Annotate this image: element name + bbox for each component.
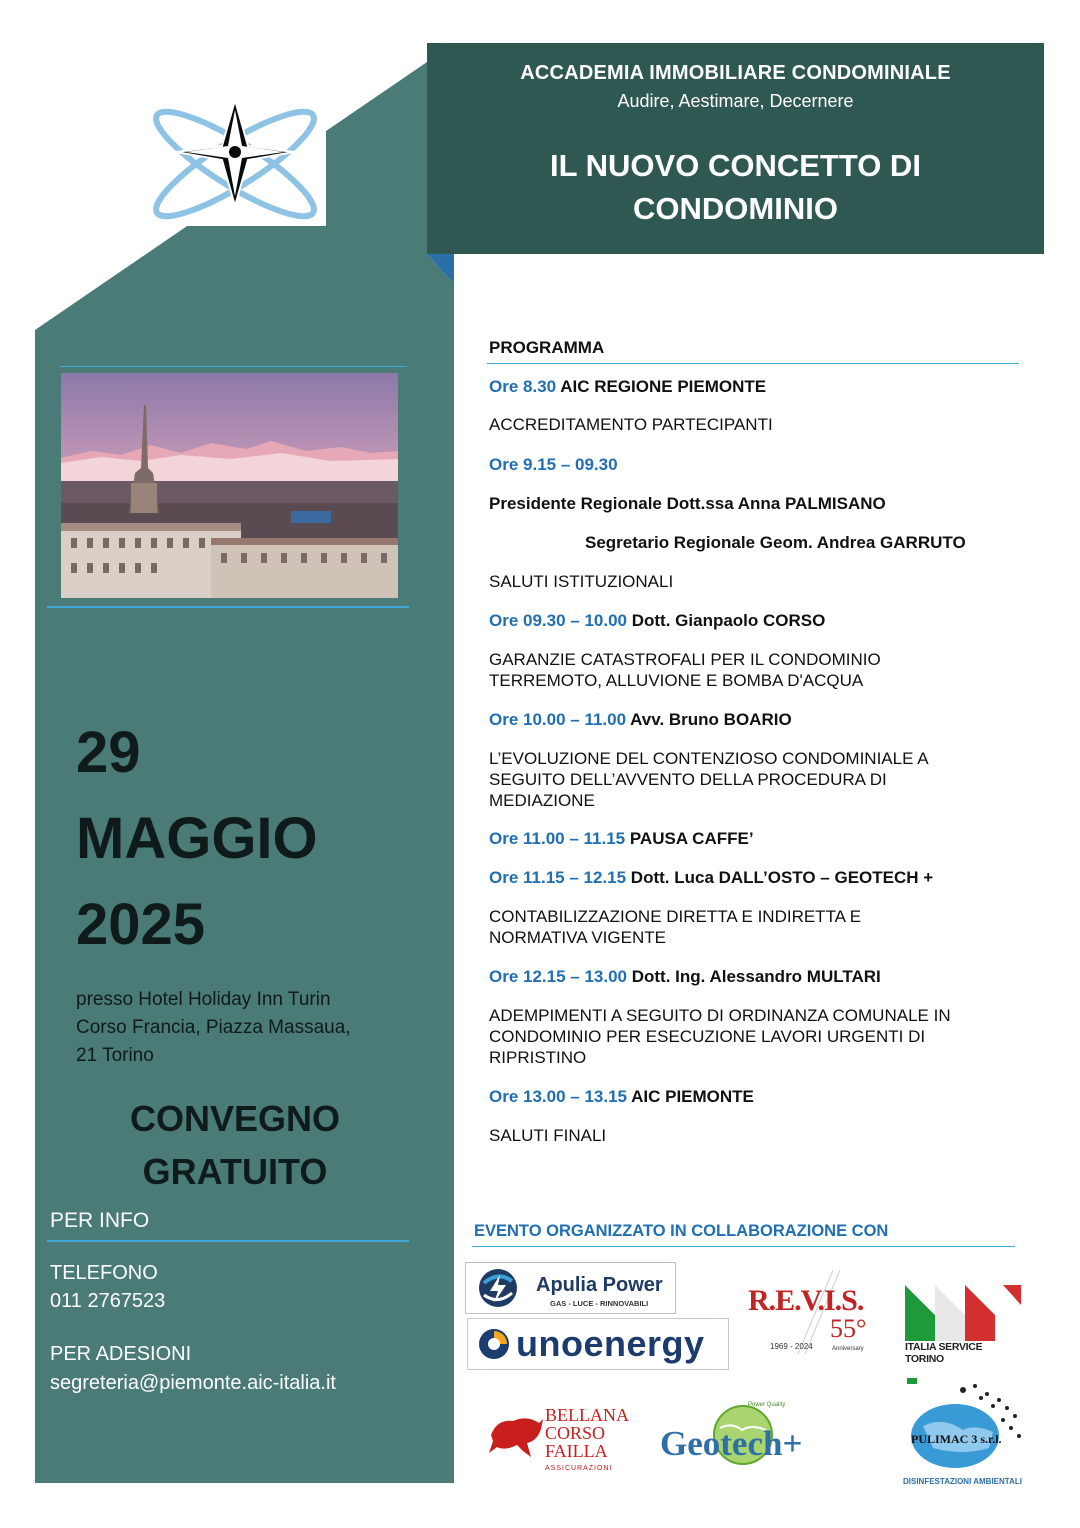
program-item-6: Ore 09.30 – 10.00 Dott. Gianpaolo CORSO xyxy=(489,611,826,630)
photo-bottom-rule xyxy=(47,606,409,608)
program-item-14: ADEMPIMENTI A SEGUITO DI ORDINANZA COMUNALE IN CONDOMINIO PER ESECUZIONE LAVORI URGENTI DI RIPRISTINO xyxy=(489,1006,951,1067)
turin-photo xyxy=(61,373,398,598)
bellana-line2: CORSO xyxy=(545,1423,606,1443)
collab-rule xyxy=(472,1246,1015,1247)
geotech-tag: Power Quality xyxy=(748,1402,786,1408)
italia-flag-icon xyxy=(905,1285,1023,1341)
unoenergy-icon xyxy=(478,1328,510,1360)
unoenergy-name: unoenergy xyxy=(516,1323,705,1364)
program-heading: PROGRAMMA xyxy=(489,338,605,357)
program-item-16: SALUTI FINALI xyxy=(489,1126,607,1145)
venue-line1: presso Hotel Holiday Inn Turin xyxy=(76,989,331,1010)
program-item-5: SALUTI ISTITUZIONALI xyxy=(489,572,674,591)
bellana-line1: BELLANA xyxy=(545,1405,629,1425)
photo-top-rule xyxy=(60,366,407,367)
italia-service-logo xyxy=(905,1285,1023,1365)
free-line1: CONVEGNO xyxy=(129,1098,341,1139)
venue xyxy=(76,986,351,1070)
free-line2: GRATUITO xyxy=(142,1151,328,1192)
program-item-15: Ore 13.00 – 13.15 AIC PIEMONTE xyxy=(489,1087,754,1106)
info-title: PER INFO xyxy=(50,1209,150,1232)
program-item-8: Ore 10.00 – 11.00 Avv. Bruno BOARIO xyxy=(489,710,792,729)
email-link[interactable]: segreteria@piemonte.aic-italia.it xyxy=(50,1372,336,1394)
event-month: MAGGIO xyxy=(76,806,318,871)
bellana-logo xyxy=(487,1405,637,1475)
bellana-line4: ASSICURAZIONI xyxy=(545,1465,613,1472)
program-item-12: CONTABILIZZAZIONE DIRETTA E INDIRETTA E NORMATIVA VIGENTE xyxy=(489,907,862,947)
apulia-power-logo xyxy=(465,1262,676,1314)
revis-years: 1969 - 2024 xyxy=(770,1342,813,1351)
revis-55: 55° xyxy=(830,1314,867,1343)
collab-heading: EVENTO ORGANIZZATO IN COLLABORAZIONE CON xyxy=(474,1222,889,1240)
apulia-power-icon xyxy=(476,1267,520,1309)
revis-logo xyxy=(748,1270,888,1360)
program-item-13: Ore 12.15 – 13.00 Dott. Ing. Alessandro MULTARI xyxy=(489,967,881,986)
program-item-3: Presidente Regionale Dott.ssa Anna PALMISANO xyxy=(489,494,886,513)
program-item-11: Ore 11.15 – 12.15 Dott. Luca DALL’OSTO – GEOTECH + xyxy=(489,868,934,887)
apulia-power-name: Apulia Power xyxy=(536,1274,663,1296)
event-year: 2025 xyxy=(76,892,206,957)
program-item-9: L’EVOLUZIONE DEL CONTENZIOSO CONDOMINIALE A SEGUITO DELL’AVVENTO DELLA PROCEDURA DI MEDIAZIONE xyxy=(489,749,929,810)
program-item-7: GARANZIE CATASTROFALI PER IL CONDOMINIO TERREMOTO, ALLUVIONE E BOMBA D'ACQUA xyxy=(489,650,881,690)
event-day: 29 xyxy=(76,720,141,785)
join-label: PER ADESIONI xyxy=(50,1343,192,1365)
phone-label: TELEFONO xyxy=(50,1262,158,1284)
pulimac-tag: DISINFESTAZIONI AMBIENTALI xyxy=(903,1477,1022,1486)
motto: Audire, Aestimare, Decernere xyxy=(617,91,854,111)
event-date xyxy=(76,710,318,968)
academy-logo-icon xyxy=(144,98,326,226)
program-item-1: ACCREDITAMENTO PARTECIPANTI xyxy=(489,415,773,434)
unoenergy-logo xyxy=(467,1318,729,1370)
geotech-name: Geotech+ xyxy=(660,1424,803,1463)
program-item-0: Ore 8.30 AIC REGIONE PIEMONTE xyxy=(489,377,767,396)
event-title-line1: IL NUOVO CONCETTO DI xyxy=(550,148,921,183)
program-item-2: Ore 9.15 – 09.30 xyxy=(489,455,618,474)
header-box xyxy=(427,43,1044,254)
free-event-label xyxy=(100,1092,370,1198)
bellana-line3: FAILLA xyxy=(545,1441,608,1461)
info-rule xyxy=(47,1240,409,1242)
program-item-10: Ore 11.00 – 11.15 PAUSA CAFFE’ xyxy=(489,829,754,848)
venue-line2: Corso Francia, Piazza Massaua, xyxy=(76,1017,351,1038)
pulimac-logo xyxy=(903,1376,1028,1488)
pulimac-globe-icon xyxy=(903,1376,1028,1474)
revis-name: R.E.V.I.S. xyxy=(748,1284,864,1317)
geotech-logo xyxy=(660,1400,830,1470)
pulimac-name: PULIMAC 3 s.r.l. xyxy=(911,1432,1002,1446)
event-title-line2: CONDOMINIO xyxy=(633,191,838,226)
italia-service-name: ITALIA SERVICE TORINO xyxy=(905,1341,983,1365)
apulia-power-tag: GAS - LUCE - RINNOVABILI xyxy=(550,1299,649,1308)
revis-anniversary: Anniversary xyxy=(832,1346,864,1352)
program-rule xyxy=(487,363,1019,364)
event-title xyxy=(427,144,1044,230)
org-name: ACCADEMIA IMMOBILIARE CONDOMINIALE xyxy=(520,62,951,84)
venue-line3: 21 Torino xyxy=(76,1045,154,1066)
phone-number[interactable]: 011 2767523 xyxy=(50,1290,166,1312)
bull-icon xyxy=(487,1411,545,1461)
program-item-4: Segretario Regionale Geom. Andrea GARRUTO xyxy=(585,533,966,552)
